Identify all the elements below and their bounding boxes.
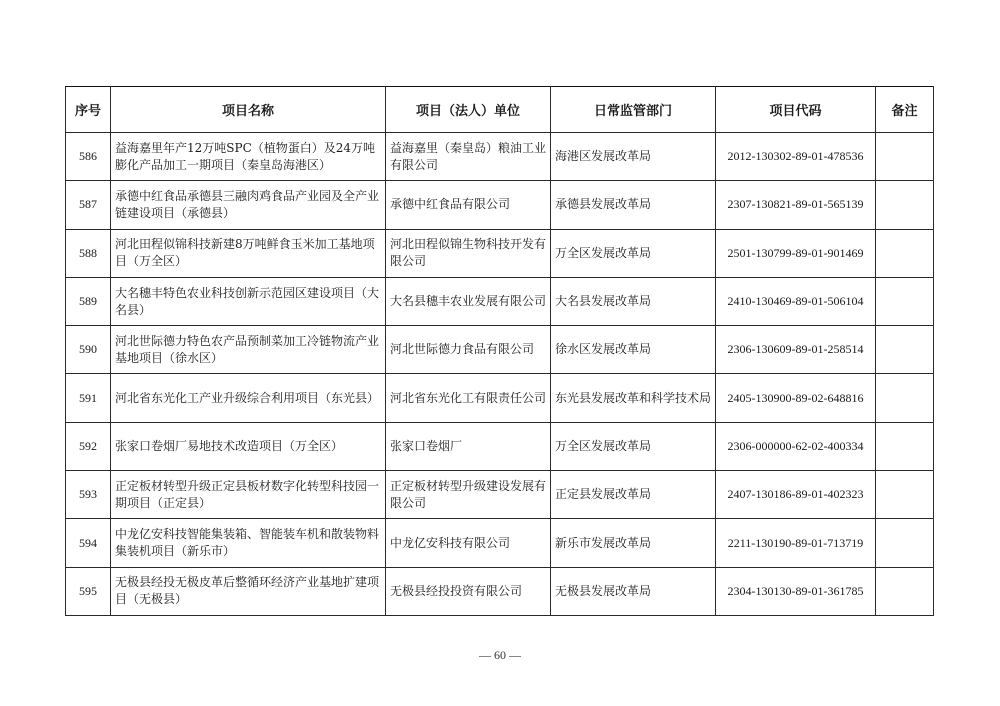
cell-project-unit: 河北田程似锦生物科技开发有限公司 xyxy=(386,229,551,277)
cell-project-name: 河北世际德力特色农产品预制菜加工冷链物流产业基地项目（徐水区） xyxy=(111,326,386,374)
cell-remarks xyxy=(876,229,934,277)
cell-seq: 594 xyxy=(66,519,111,567)
header-project-name: 项目名称 xyxy=(111,87,386,133)
cell-project-code: 2407-130186-89-01-402323 xyxy=(716,471,876,519)
cell-supervising-dept: 新乐市发展改革局 xyxy=(551,519,716,567)
project-table xyxy=(65,86,934,616)
header-remarks: 备注 xyxy=(876,87,934,133)
cell-project-code: 2307-130821-89-01-565139 xyxy=(716,181,876,229)
cell-supervising-dept: 东光县发展改革和科学技术局 xyxy=(551,374,716,422)
cell-seq: 588 xyxy=(66,229,111,277)
cell-remarks xyxy=(876,422,934,470)
cell-supervising-dept: 正定县发展改革局 xyxy=(551,471,716,519)
table-row xyxy=(66,374,934,422)
cell-project-code: 2306-000000-62-02-400334 xyxy=(716,422,876,470)
table-row xyxy=(66,567,934,615)
cell-supervising-dept: 海港区发展改革局 xyxy=(551,133,716,181)
cell-remarks xyxy=(876,471,934,519)
cell-project-name: 益海嘉里年产12万吨SPC（植物蛋白）及24万吨膨化产品加工一期项目（秦皇岛海港区） xyxy=(111,133,386,181)
cell-remarks xyxy=(876,277,934,325)
cell-project-code: 2410-130469-89-01-506104 xyxy=(716,277,876,325)
cell-project-unit: 无极县经投投资有限公司 xyxy=(386,567,551,615)
cell-remarks xyxy=(876,326,934,374)
cell-seq: 586 xyxy=(66,133,111,181)
cell-project-code: 2501-130799-89-01-901469 xyxy=(716,229,876,277)
cell-project-name: 大名穗丰特色农业科技创新示范园区建设项目（大名县） xyxy=(111,277,386,325)
page-number: — 60 — xyxy=(479,648,521,662)
cell-remarks xyxy=(876,374,934,422)
cell-project-name: 无极县经投无极皮革后整循环经济产业基地扩建项目（无极县） xyxy=(111,567,386,615)
cell-project-unit: 大名县穗丰农业发展有限公司 xyxy=(386,277,551,325)
cell-project-unit: 正定板材转型升级建设发展有限公司 xyxy=(386,471,551,519)
header-supervising-dept: 日常监管部门 xyxy=(551,87,716,133)
cell-project-name: 承德中红食品承德县三融肉鸡食品产业园及全产业链建设项目（承德县） xyxy=(111,181,386,229)
cell-project-unit: 承德中红食品有限公司 xyxy=(386,181,551,229)
table-row xyxy=(66,229,934,277)
cell-project-unit: 益海嘉里（秦皇岛）粮油工业有限公司 xyxy=(386,133,551,181)
cell-project-name: 河北田程似锦科技新建8万吨鲜食玉米加工基地项目（万全区） xyxy=(111,229,386,277)
cell-project-name: 中龙亿安科技智能集装箱、智能装车机和散装物料集装机项目（新乐市） xyxy=(111,519,386,567)
table-row xyxy=(66,519,934,567)
cell-project-name: 张家口卷烟厂易地技术改造项目（万全区） xyxy=(111,422,386,470)
cell-remarks xyxy=(876,567,934,615)
cell-project-name: 河北省东光化工产业升级综合利用项目（东光县） xyxy=(111,374,386,422)
table-row xyxy=(66,181,934,229)
cell-project-code: 2304-130130-89-01-361785 xyxy=(716,567,876,615)
cell-project-unit: 张家口卷烟厂 xyxy=(386,422,551,470)
header-project-unit: 项目（法人）单位 xyxy=(386,87,551,133)
cell-supervising-dept: 徐水区发展改革局 xyxy=(551,326,716,374)
cell-project-code: 2211-130190-89-01-713719 xyxy=(716,519,876,567)
cell-project-name: 正定板材转型升级正定县板材数字化转型科技园一期项目（正定县） xyxy=(111,471,386,519)
cell-seq: 590 xyxy=(66,326,111,374)
table-row xyxy=(66,422,934,470)
cell-project-unit: 河北省东光化工有限责任公司 xyxy=(386,374,551,422)
table-row xyxy=(66,133,934,181)
cell-remarks xyxy=(876,133,934,181)
header-seq: 序号 xyxy=(66,87,111,133)
cell-project-unit: 中龙亿安科技有限公司 xyxy=(386,519,551,567)
cell-remarks xyxy=(876,519,934,567)
cell-project-code: 2306-130609-89-01-258514 xyxy=(716,326,876,374)
cell-seq: 587 xyxy=(66,181,111,229)
cell-project-unit: 河北世际德力食品有限公司 xyxy=(386,326,551,374)
cell-supervising-dept: 无极县发展改革局 xyxy=(551,567,716,615)
table-row xyxy=(66,471,934,519)
table-row xyxy=(66,277,934,325)
cell-remarks xyxy=(876,181,934,229)
cell-seq: 595 xyxy=(66,567,111,615)
cell-seq: 593 xyxy=(66,471,111,519)
table-header-row xyxy=(66,87,934,133)
cell-supervising-dept: 万全区发展改革局 xyxy=(551,422,716,470)
table-row xyxy=(66,326,934,374)
cell-supervising-dept: 大名县发展改革局 xyxy=(551,277,716,325)
header-project-code: 项目代码 xyxy=(716,87,876,133)
cell-seq: 589 xyxy=(66,277,111,325)
cell-supervising-dept: 承德县发展改革局 xyxy=(551,181,716,229)
cell-project-code: 2405-130900-89-02-648816 xyxy=(716,374,876,422)
cell-seq: 592 xyxy=(66,422,111,470)
cell-project-code: 2012-130302-89-01-478536 xyxy=(716,133,876,181)
cell-supervising-dept: 万全区发展改革局 xyxy=(551,229,716,277)
cell-seq: 591 xyxy=(66,374,111,422)
